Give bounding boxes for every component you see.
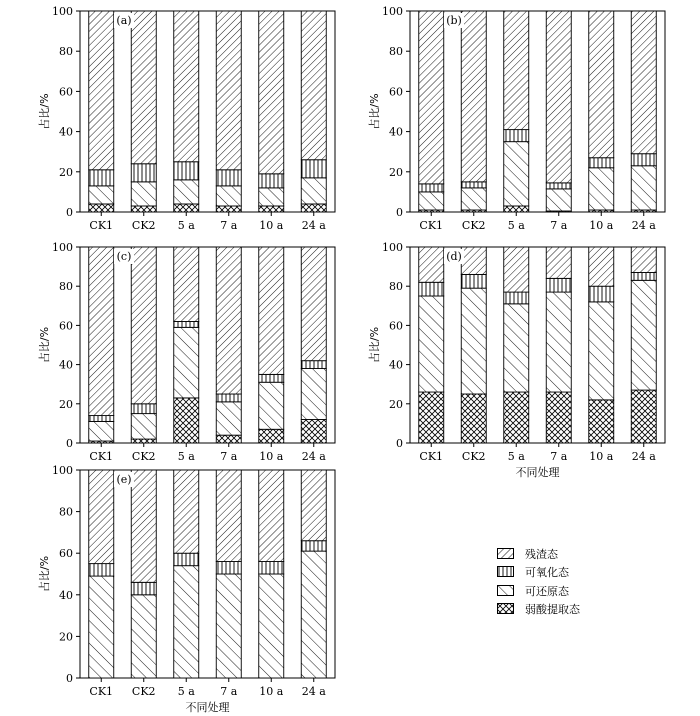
bar-segment-oxidizable [301, 160, 326, 178]
y-tick-label: 80 [59, 505, 73, 519]
bar-segment-residual [89, 11, 114, 170]
bar-segment-reducible [131, 595, 156, 678]
bar-segment-oxidizable [174, 321, 199, 327]
bar-segment-oxidizable [631, 154, 656, 166]
x-tick-label: CK2 [131, 219, 156, 232]
bar-segment-acid-extractable [301, 419, 326, 443]
y-tick-label: 20 [59, 165, 73, 179]
x-tick-label: CK1 [419, 450, 444, 463]
bar-segment-acid-extractable [259, 429, 284, 443]
panel-e [37, 464, 335, 714]
bar-segment-acid-extractable [216, 435, 241, 443]
y-tick-label: 80 [59, 45, 73, 59]
x-tick-label: 10 a [589, 219, 614, 232]
x-tick-label: CK2 [461, 219, 486, 232]
bar-segment-residual [589, 11, 614, 158]
bar-segment-reducible [546, 292, 571, 392]
bar-segment-oxidizable [131, 404, 156, 414]
bar-segment-reducible [461, 288, 486, 394]
bar-segment-acid-extractable [461, 394, 486, 443]
bar-segment-oxidizable [89, 564, 114, 576]
bar-segment-oxidizable [131, 582, 156, 594]
bar-segment-reducible [131, 182, 156, 206]
bar-segment-reducible [216, 574, 241, 678]
plot-frame [410, 11, 665, 212]
plot-frame [80, 470, 335, 678]
y-axis-title: 占比/% [38, 93, 51, 130]
bar-segment-oxidizable [461, 182, 486, 188]
bar-segment-oxidizable [504, 130, 529, 142]
x-tick-label: 24 a [301, 450, 326, 463]
y-tick-label: 80 [59, 280, 73, 294]
bar-segment-residual [216, 247, 241, 394]
bar-segment-acid-extractable [174, 204, 199, 212]
bar-segment-residual [301, 247, 326, 361]
bar-segment-reducible [546, 189, 571, 211]
bar-segment-residual [589, 247, 614, 286]
panel-tag [114, 249, 134, 264]
bar-segment-reducible [589, 302, 614, 400]
y-tick-label: 0 [66, 437, 73, 450]
panel-tag-label: (b) [446, 14, 462, 27]
y-tick-label: 100 [52, 464, 73, 477]
y-tick-label: 40 [59, 588, 73, 602]
y-tick-label: 100 [52, 241, 73, 254]
bar-segment-acid-extractable [89, 204, 114, 212]
x-tick-label: 7 a [220, 219, 238, 232]
x-tick-label: 5 a [177, 219, 195, 232]
bar-segment-reducible [259, 382, 284, 429]
panel-tag [444, 249, 464, 264]
bar-segment-acid-extractable [301, 204, 326, 212]
bar-segment-oxidizable [301, 361, 326, 369]
bar-segment-reducible [89, 576, 114, 678]
bar-segment-oxidizable [504, 292, 529, 304]
bar-segment-oxidizable [419, 184, 444, 192]
y-tick-label: 100 [382, 241, 403, 254]
bar-segment-reducible [259, 188, 284, 206]
panel-tag [114, 13, 134, 28]
bar-segment-reducible [301, 178, 326, 204]
x-tick-label: 5 a [177, 685, 195, 698]
x-tick-label: 24 a [631, 450, 656, 463]
plot-frame [410, 247, 665, 443]
bar-segment-acid-extractable [589, 400, 614, 443]
legend-label-acid-extractable: 弱酸提取态 [525, 603, 580, 616]
bar-segment-reducible [89, 186, 114, 204]
x-tick-label: CK1 [89, 685, 114, 698]
bar-segment-oxidizable [174, 553, 199, 565]
legend-swatch-residual [497, 548, 514, 559]
plot-frame [80, 11, 335, 212]
bar-segment-oxidizable [631, 272, 656, 280]
bar-segment-reducible [174, 566, 199, 678]
panel-tag-label: (a) [116, 14, 132, 27]
bar-segment-oxidizable [131, 164, 156, 182]
bar-segment-oxidizable [259, 562, 284, 574]
bar-segment-reducible [419, 296, 444, 392]
legend-label-reducible: 可还原态 [525, 585, 569, 598]
y-tick-label: 0 [396, 437, 403, 450]
y-tick-label: 40 [59, 125, 73, 139]
bar-segment-reducible [131, 414, 156, 439]
x-tick-label: 7 a [220, 685, 238, 698]
bar-segment-acid-extractable [131, 206, 156, 212]
bar-segment-oxidizable [546, 278, 571, 292]
bar-segment-residual [259, 11, 284, 174]
x-tick-label: CK1 [89, 219, 114, 232]
bar-segment-reducible [419, 192, 444, 210]
x-tick-label: 10 a [589, 450, 614, 463]
bar-segment-reducible [504, 142, 529, 206]
legend-swatch-acid-extractable [497, 603, 514, 614]
bar-segment-reducible [631, 166, 656, 210]
x-tick-label: 7 a [550, 219, 568, 232]
x-tick-label: CK2 [131, 450, 156, 463]
bar-segment-residual [174, 247, 199, 321]
y-tick-label: 40 [59, 358, 73, 372]
x-axis-title: 不同处理 [185, 701, 230, 714]
panel-tag-label: (d) [446, 250, 462, 263]
y-tick-label: 0 [396, 206, 403, 219]
bar-segment-acid-extractable [419, 392, 444, 443]
bar-segment-reducible [259, 574, 284, 678]
bar-segment-oxidizable [461, 274, 486, 288]
x-tick-label: CK2 [131, 685, 156, 698]
y-tick-label: 60 [389, 85, 403, 99]
bar-segment-residual [546, 11, 571, 183]
x-tick-label: CK2 [461, 450, 486, 463]
bar-segment-oxidizable [259, 174, 284, 188]
bar-segment-acid-extractable [216, 206, 241, 212]
bar-segment-residual [301, 11, 326, 160]
panel-tag [444, 13, 464, 28]
bar-segment-reducible [631, 280, 656, 390]
bar-segment-residual [259, 470, 284, 562]
bar-segment-residual [131, 470, 156, 582]
plot-frame [80, 247, 335, 443]
x-tick-label: 24 a [301, 685, 326, 698]
bar-segment-oxidizable [216, 394, 241, 402]
legend-label-oxidizable: 可氧化态 [525, 566, 569, 579]
bar-segment-reducible [301, 551, 326, 678]
bar-segment-oxidizable [589, 158, 614, 168]
bar-segment-residual [419, 247, 444, 282]
bar-segment-residual [131, 11, 156, 164]
panel-tag [114, 472, 134, 487]
bar-segment-oxidizable [419, 282, 444, 296]
x-axis-title: 不同处理 [515, 466, 560, 479]
bar-segment-reducible [216, 186, 241, 206]
bar-segment-oxidizable [89, 170, 114, 186]
y-axis-title: 占比/% [38, 555, 51, 593]
bar-segment-oxidizable [301, 541, 326, 551]
y-tick-label: 100 [382, 5, 403, 18]
bar-segment-acid-extractable [259, 206, 284, 212]
bar-segment-oxidizable [546, 183, 571, 189]
x-tick-label: 10 a [259, 219, 284, 232]
bar-segment-oxidizable [89, 416, 114, 422]
bar-segment-reducible [216, 402, 241, 435]
x-tick-label: 10 a [259, 450, 284, 463]
bar-segment-residual [131, 247, 156, 404]
bar-segment-acid-extractable [131, 439, 156, 443]
bar-segment-residual [216, 11, 241, 170]
y-tick-label: 40 [389, 358, 403, 372]
bar-segment-residual [89, 470, 114, 564]
x-tick-label: 5 a [177, 450, 195, 463]
bar-segment-residual [419, 11, 444, 184]
y-tick-label: 80 [389, 45, 403, 59]
panel-b [367, 5, 665, 232]
bar-segment-reducible [89, 421, 114, 441]
bar-segment-reducible [461, 188, 486, 210]
bar-segment-residual [504, 11, 529, 130]
bar-segment-reducible [504, 304, 529, 392]
y-axis-title: 占比/% [368, 326, 381, 364]
x-tick-label: 5 a [507, 219, 525, 232]
x-tick-label: 24 a [301, 219, 326, 232]
x-tick-label: 24 a [631, 219, 656, 232]
y-tick-label: 60 [389, 319, 403, 333]
bar-segment-residual [174, 470, 199, 553]
y-tick-label: 100 [52, 5, 73, 18]
y-tick-label: 0 [66, 672, 73, 685]
bar-segment-oxidizable [216, 562, 241, 574]
y-axis-title: 占比/% [38, 326, 51, 364]
bar-segment-acid-extractable [504, 206, 529, 212]
y-tick-label: 20 [389, 397, 403, 411]
y-tick-label: 60 [59, 85, 73, 99]
bar-segment-residual [631, 247, 656, 272]
bar-segment-reducible [174, 327, 199, 398]
bar-segment-residual [89, 247, 114, 416]
bar-segment-acid-extractable [546, 392, 571, 443]
bar-segment-oxidizable [174, 162, 199, 180]
bar-segment-oxidizable [259, 374, 284, 382]
x-tick-label: 7 a [220, 450, 238, 463]
bar-segment-residual [461, 11, 486, 182]
bar-segment-acid-extractable [504, 392, 529, 443]
x-tick-label: CK1 [89, 450, 114, 463]
bar-segment-acid-extractable [174, 398, 199, 443]
x-tick-label: CK1 [419, 219, 444, 232]
bar-segment-residual [174, 11, 199, 162]
bar-segment-oxidizable [216, 170, 241, 186]
bar-segment-reducible [301, 369, 326, 420]
y-tick-label: 20 [59, 397, 73, 411]
panel-tag-label: (c) [116, 250, 132, 263]
bar-segment-residual [216, 470, 241, 562]
bar-segment-residual [461, 247, 486, 274]
legend [497, 548, 647, 616]
legend-label-residual: 残渣态 [525, 548, 558, 561]
bar-segment-residual [546, 247, 571, 278]
bar-segment-residual [259, 247, 284, 374]
bar-segment-residual [504, 247, 529, 292]
bar-segment-oxidizable [589, 286, 614, 302]
panel-c [37, 241, 335, 463]
bar-segment-acid-extractable [631, 390, 656, 443]
y-tick-label: 40 [389, 125, 403, 139]
panel-d [367, 241, 665, 479]
y-axis-title: 占比/% [368, 93, 381, 130]
panel-a [37, 5, 335, 232]
legend-swatch-reducible [497, 585, 514, 596]
bar-segment-residual [301, 470, 326, 541]
bar-segment-residual [631, 11, 656, 154]
y-tick-label: 20 [389, 165, 403, 179]
bar-segment-reducible [174, 180, 199, 204]
x-tick-label: 7 a [550, 450, 568, 463]
y-tick-label: 80 [389, 280, 403, 294]
x-tick-label: 5 a [507, 450, 525, 463]
legend-swatch-oxidizable [497, 566, 514, 577]
y-tick-label: 0 [66, 206, 73, 219]
panel-tag-label: (e) [116, 473, 132, 486]
y-tick-label: 20 [59, 630, 73, 644]
bar-segment-reducible [589, 168, 614, 210]
y-tick-label: 60 [59, 547, 73, 561]
y-tick-label: 60 [59, 319, 73, 333]
x-tick-label: 10 a [259, 685, 284, 698]
